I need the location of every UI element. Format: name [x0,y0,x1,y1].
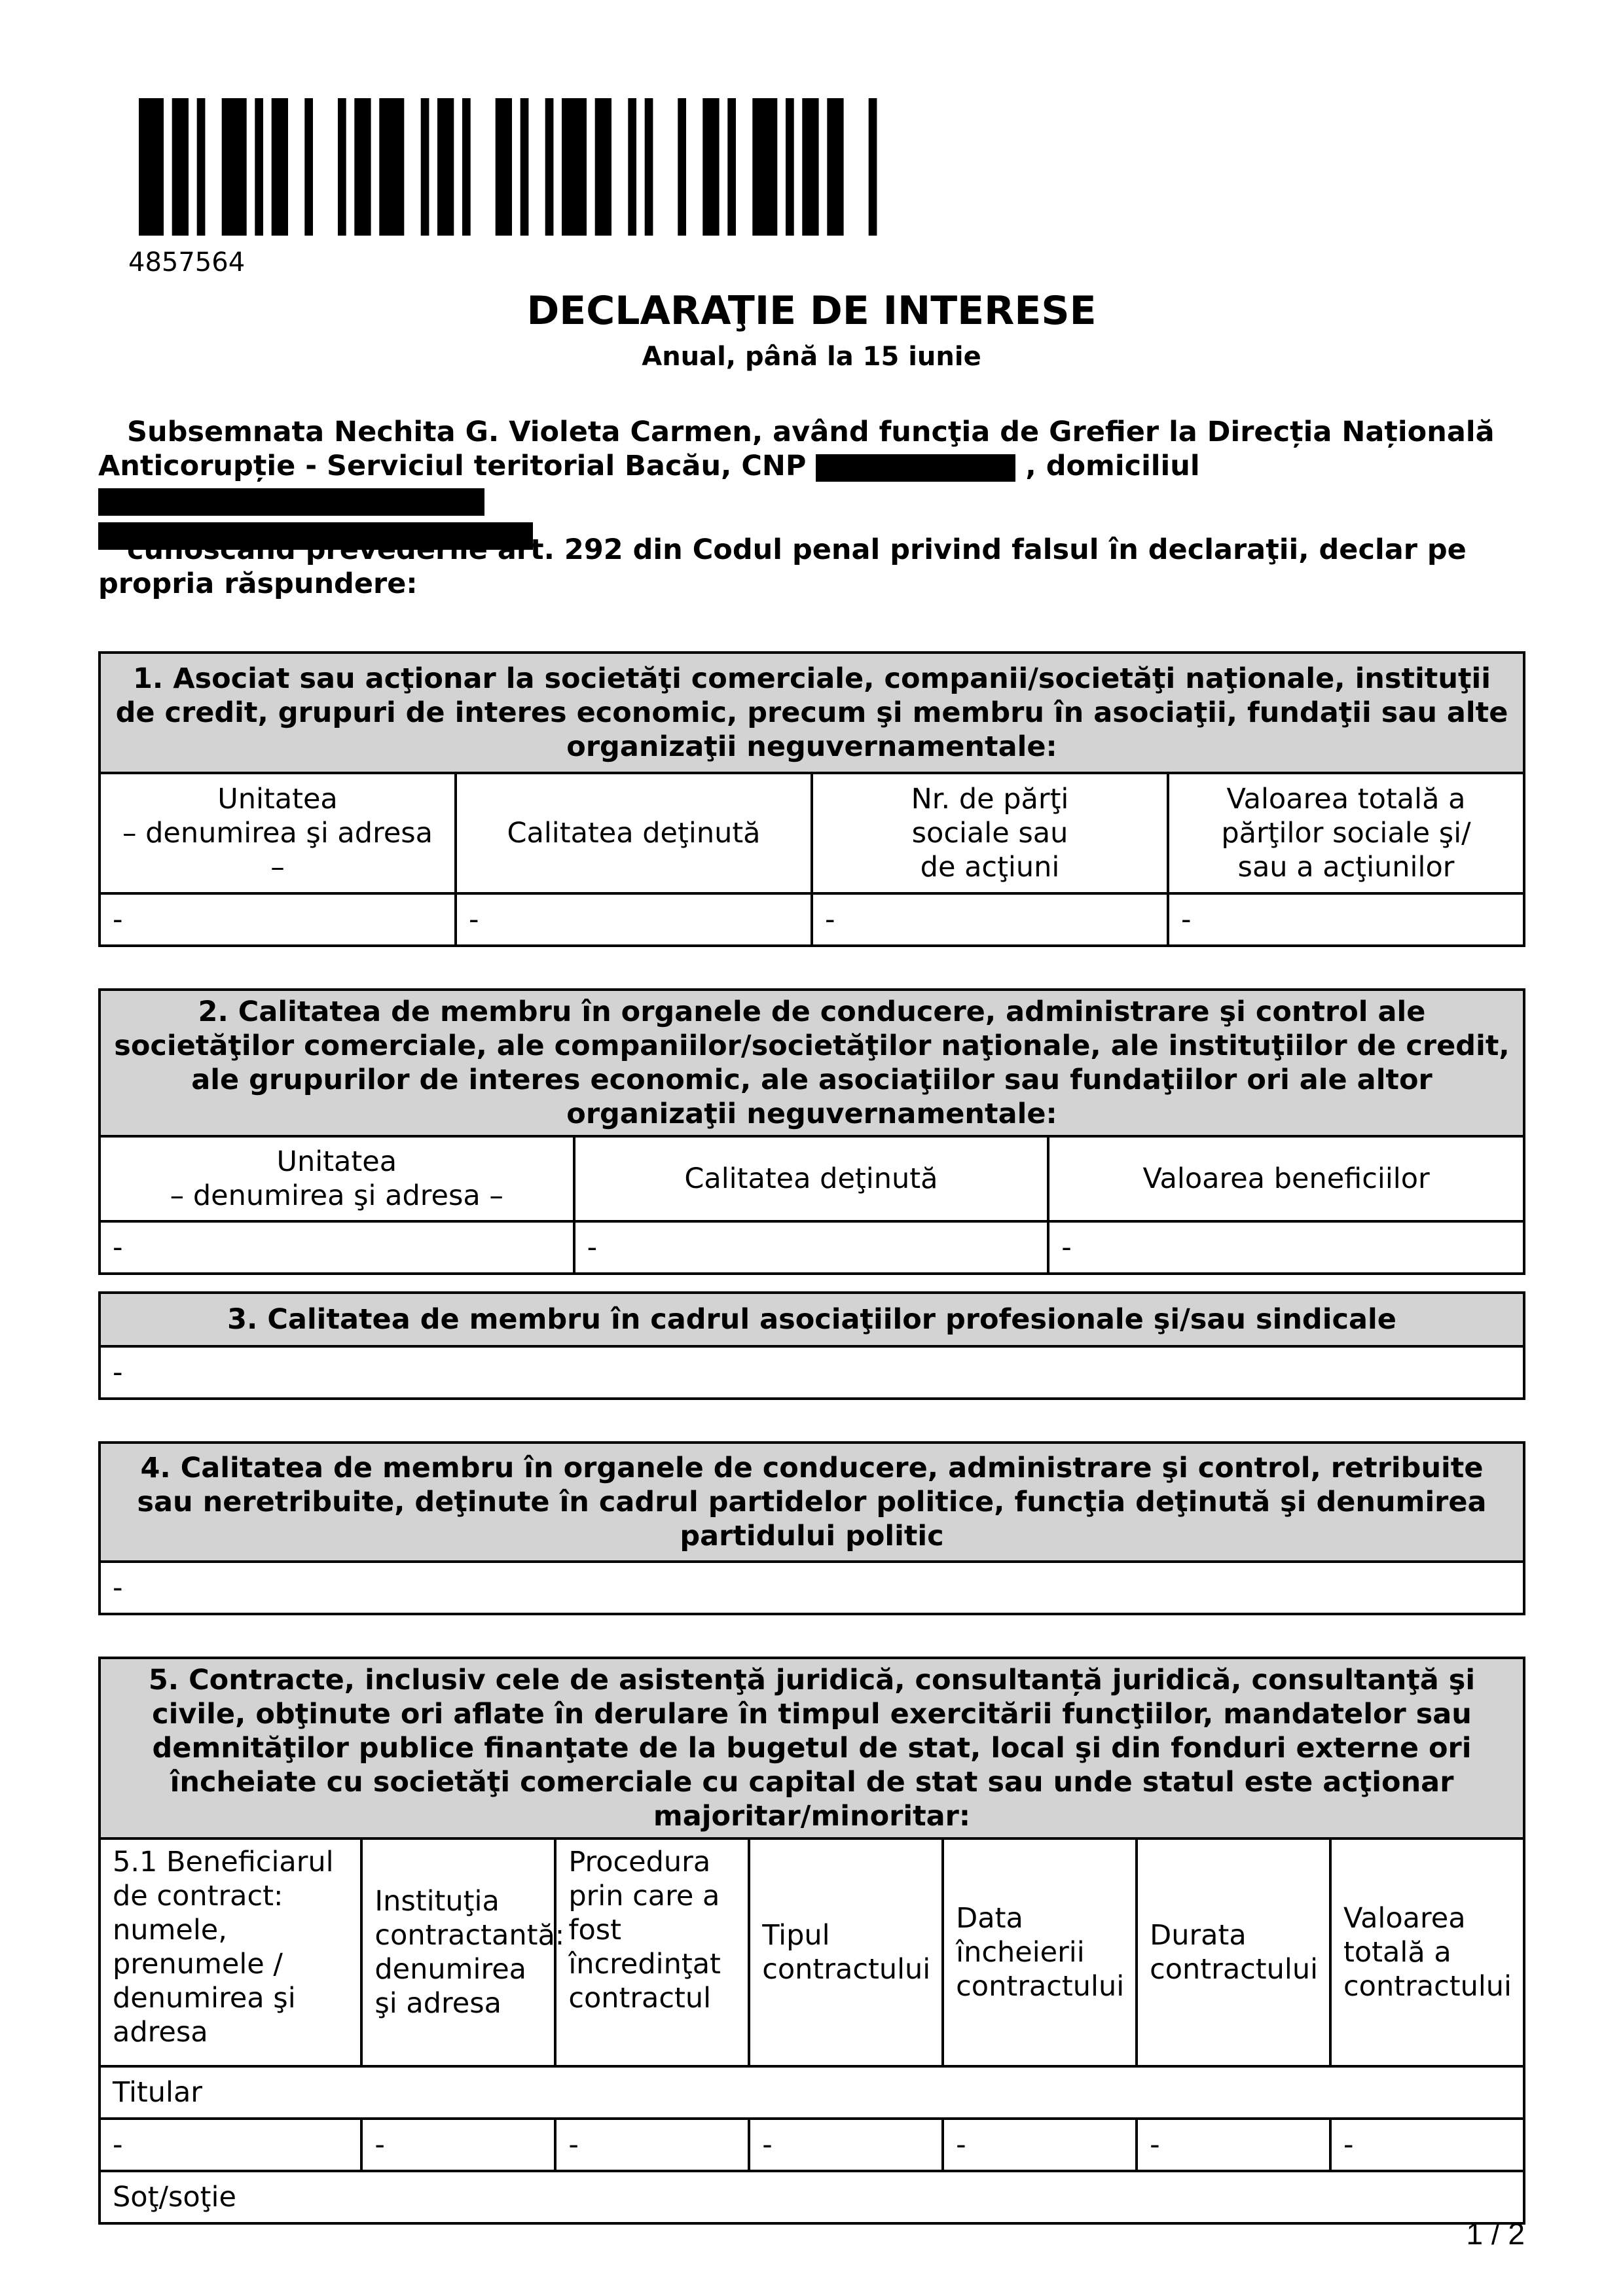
barcode-bar [678,98,686,236]
barcode-bar [702,98,719,236]
column-header: Tipul contractului [749,1839,943,2066]
barcode-bar [462,98,471,236]
document-subtitle: Anual, până la 15 iunie [642,342,981,372]
table-cell: - [100,1221,574,1274]
section-5-table [98,1657,1525,2225]
acknowledgement-paragraph [98,533,1539,601]
barcode-bar [197,98,206,236]
table-cell: - [100,1346,1524,1399]
barcode-bar [786,98,794,236]
barcode-bar [172,98,189,236]
table-cell: - [100,893,456,946]
table-cell: - [361,2119,555,2171]
section-4-table [98,1441,1525,1615]
table-cell: - [574,1221,1049,1274]
barcode-bar [545,98,554,236]
section-3-header: 3. Calitatea de membru în cadrul asociaţiilor profesionale şi/sau sindicale [100,1293,1524,1346]
redacted-cnp [816,454,1015,482]
section-3-table [98,1291,1525,1400]
column-header: Procedura prin care a fost încredinţat contractul [555,1839,749,2066]
table-cell: - [749,2119,943,2171]
group-label-titular: Titular [100,2066,1524,2119]
table-cell: - [943,2119,1137,2171]
barcode-bar [139,98,164,236]
barcode-bar [304,98,313,236]
barcode-bar [752,98,777,236]
barcode-number: 4857564 [128,247,246,278]
table-cell: - [555,2119,749,2171]
column-header: Unitatea – denumirea şi adresa – [100,1136,574,1221]
barcode-bar [496,98,512,236]
column-header: Instituţia contractantă: denumirea şi adresa [361,1839,555,2066]
barcode-bar [255,98,263,236]
table-cell: - [1168,893,1524,946]
section-5-header: 5. Contracte, inclusiv cele de asistenţă juridică, consultanță juridică, consultanţă şi civile, obţinute ori aflate în derulare în timpul exercitării funcţiilor, mandatelor sau demnităţilor publice finanţate de la bugetul de stat, local şi din fonduri externe ori încheiate cu societăţi comerciale cu capital de stat sau unde statul este acţionar majoritar/minoritar: [100,1658,1524,1839]
barcode-bar [272,98,288,236]
barcode-bar [645,98,653,236]
barcode-bar [437,98,454,236]
barcode-icon [139,98,885,236]
column-header: Valoarea totală a contractului [1330,1839,1524,2066]
table-cell: - [1048,1221,1524,1274]
section-1-table [98,651,1525,947]
section-2-table [98,988,1525,1275]
barcode-bar [727,98,736,236]
barcode-bar [869,98,877,236]
table-cell: - [1330,2119,1524,2171]
section-1-header: 1. Asociat sau acţionar la societăţi comerciale, companii/societăţi naţionale, instituţii de credit, grupuri de interes economic, precum şi membru în asociaţii, fundaţii sau alte organizaţii neguvernamentale: [100,653,1524,773]
table-cell: - [1137,2119,1330,2171]
domicile-label: , domiciliul [1025,450,1200,482]
barcode-bar [562,98,587,236]
column-header: Valoarea beneficiilor [1048,1136,1524,1221]
column-header: Durata contractului [1137,1839,1330,2066]
column-header: Calitatea deţinută [574,1136,1049,1221]
barcode-bar [354,98,371,236]
barcode-bar [595,98,611,236]
declarant-text: Subsemnata Nechita G. Violeta Carmen, având funcţia de Grefier la Direcția Națională Anticorupție - Serviciul teritorial Bacău, CNP [98,416,1495,482]
column-header: Valoarea totală a părţilor sociale şi/ sau a acţiunilor [1168,773,1524,893]
column-header: Unitatea – denumirea şi adresa – [100,773,456,893]
barcode-bar [379,98,404,236]
table-cell: - [456,893,812,946]
document-title: DECLARAŢIE DE INTERESE [526,288,1097,334]
page-number: 1 / 2 [1466,2217,1525,2251]
barcode-bar [222,98,247,236]
barcode-bar [338,98,346,236]
redacted-address [98,488,484,516]
section-4-header: 4. Calitatea de membru în organele de conducere, administrare şi control, retribuite sau neretribuite, deţinute în cadrul partidelor politice, funcţia deţinută şi denumirea partidului politic [100,1443,1524,1562]
acknowledgement-text: cunoscând prevederile art. 292 din Codul penal privind falsul în declaraţii, declar pe propria răspundere: [98,533,1467,600]
declarant-paragraph [98,415,1539,551]
table-cell: - [812,893,1168,946]
column-header: Nr. de părţi sociale sau de acţiuni [812,773,1168,893]
barcode-bar [520,98,529,236]
column-header: Data încheierii contractului [943,1839,1137,2066]
barcode-bar [827,98,843,236]
section-2-header: 2. Calitatea de membru în organele de conducere, administrare şi control ale societăţilor comerciale, ale companiilor/societăţilor naţionale, ale instituţiilor de credit, ale grupurilor de interes economic, ale asociaţiilor sau fundaţiilor ori ale altor organizaţii neguvernamentale: [100,990,1524,1136]
barcode-bar [802,98,818,236]
barcode-bar [421,98,429,236]
table-cell: - [100,1562,1524,1614]
table-cell: - [100,2119,361,2171]
column-header: Calitatea deţinută [456,773,812,893]
group-label-spouse: Soţ/soţie [100,2171,1524,2223]
barcode-bar [628,98,636,236]
column-header: 5.1 Beneficiarul de contract: numele, prenumele / denumirea şi adresa [100,1839,361,2066]
